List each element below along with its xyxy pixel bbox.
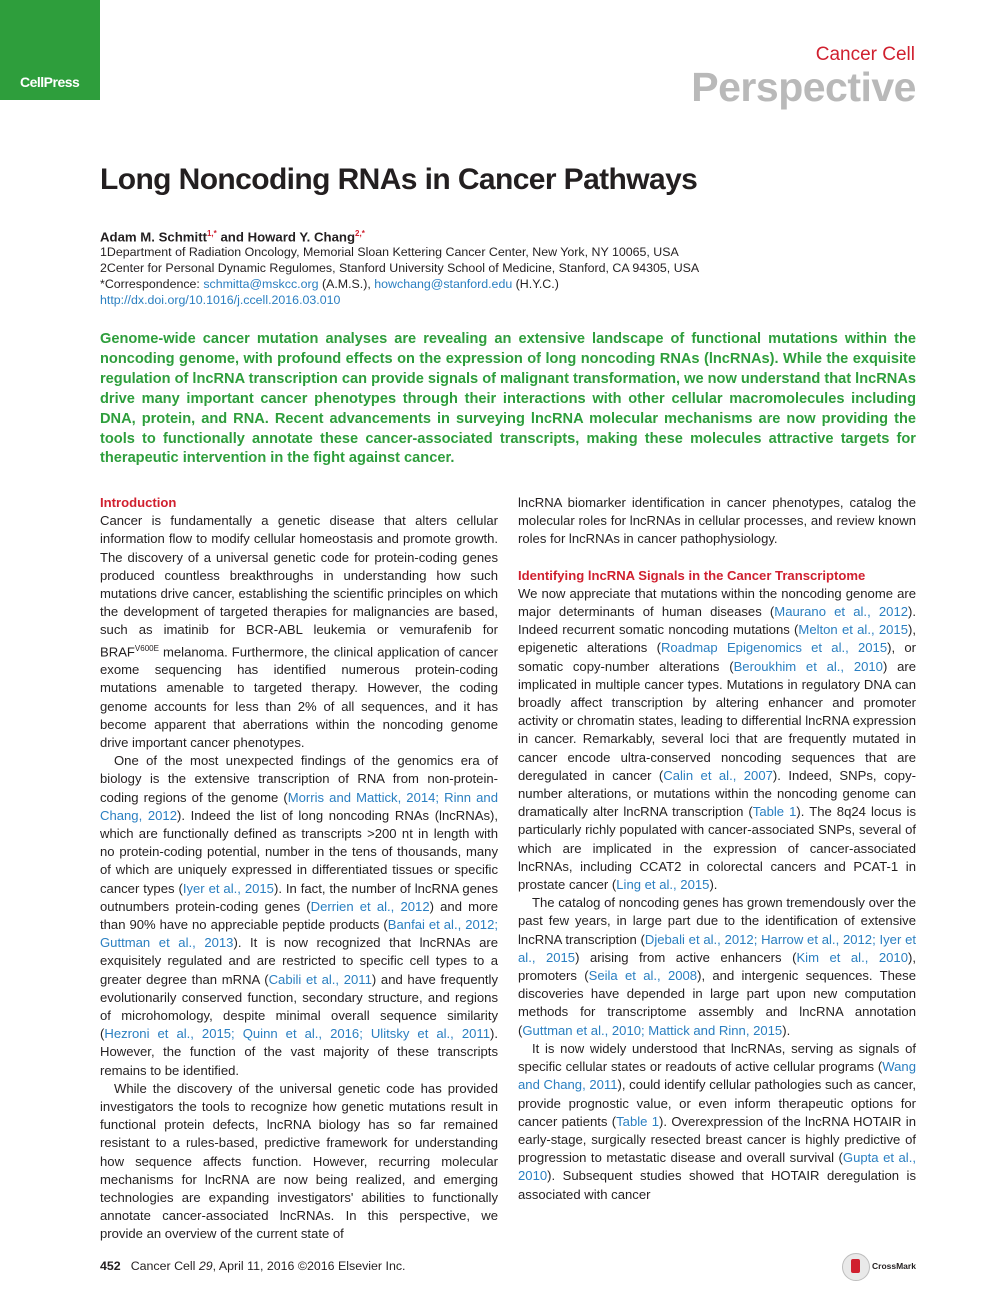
signals-paragraph-1	[518, 585, 916, 894]
signals-paragraph-3	[518, 1040, 916, 1204]
author-1: Adam M. Schmitt	[100, 229, 207, 245]
text-run: ). It is now recognized that lncRNAs are exquisitely regulated and are restricted to specific cell types to a greater degree than mRNA (	[100, 935, 498, 987]
text-run: The catalog of noncoding genes has grown tremendously over the past few years, in large part due to the identification of extensive lncRNA transcription (	[518, 895, 916, 947]
citation-link[interactable]: Wang and Chang, 2011	[518, 1059, 916, 1093]
cellpress-logo	[0, 0, 100, 100]
email-1-owner: (A.M.S.),	[318, 276, 375, 291]
footer-volume: 29	[198, 1259, 213, 1273]
page-footer	[100, 1259, 405, 1273]
intro-paragraph-1	[100, 512, 498, 752]
text-run: ).	[782, 1022, 791, 1038]
footer-citation-date: , April 11, 2016 ©2016 Elsevier Inc.	[212, 1259, 406, 1273]
citation-link[interactable]: Calin et al., 2007	[663, 767, 773, 783]
citation-link[interactable]: Morris and Mattick, 2014; Rinn and Chang, 2012	[100, 789, 498, 823]
crossmark-icon	[842, 1253, 870, 1281]
author-1-sup: 1,*	[206, 229, 217, 238]
intro-paragraph-continued: lncRNA biomarker identification in cancer phenotypes, catalog the molecular roles for lncRNAs in cellular processes, and review known roles for lncRNAs in cancer pathophysiology.	[518, 495, 916, 547]
author-2: Howard Y. Chang	[247, 229, 356, 245]
text-run: ). However, the function of the vast majority of these transcripts remains to be identified.	[100, 1026, 498, 1078]
citation-link[interactable]: Beroukhim et al., 2010	[733, 658, 883, 674]
citation-link[interactable]: Melton et al., 2015	[798, 622, 908, 638]
text-run: It is now widely understood that lncRNAs, serving as signals of specific cellular states or readouts of active cellular programs (	[518, 1040, 916, 1075]
intro-paragraph-2	[100, 752, 498, 1080]
text-run: ) and more than 90% have no appreciable peptide products (	[100, 898, 498, 933]
text-run: ). Subsequent studies showed that HOTAIR deregulation is associated with cancer	[518, 1168, 916, 1202]
correspondence-label: *Correspondence:	[100, 276, 204, 291]
text-run: ). Indeed recurrent somatic noncoding mutations (	[518, 604, 917, 638]
citation-link[interactable]: Roadmap Epigenomics et al., 2015	[660, 640, 888, 656]
text-run: ), or somatic copy-number alterations (	[518, 640, 916, 674]
doi-link[interactable]: http://dx.doi.org/10.1016/j.ccell.2016.03.010	[100, 292, 341, 307]
text-run: ), and intergenic sequences. These discoveries have depended in large part upon new computation methods for transcriptome assembly and lncRNA annotation (	[518, 968, 916, 1038]
section-heading-introduction: Introduction	[100, 495, 177, 510]
text-run: One of the most unexpected findings of the genomics era of biology is the extensive transcription of RNA from non-protein-coding regions of the genome (	[100, 753, 498, 805]
text-run: ) arising from active enhancers (	[575, 949, 797, 965]
citation-link[interactable]: Banfai et al., 2012; Guttman et al., 2013	[100, 917, 498, 951]
correspondence	[100, 277, 920, 293]
abstract: Genome-wide cancer mutation analyses are revealing an extensive landscape of functional mutations within the noncoding genome, with profound effects on the expression of long noncoding RNAs (lncRNAs). While the exquisite regulation of lncRNA transcription can provide signals of malignant transformation, we now understand that lncRNAs drive many important cancer phenotypes through their interactions with other cellular macromolecules including DNA, protein, and RNA. Recent advancements in surveying lncRNA molecular mechanisms are now providing the tools to functionally annotate these cancer-associated transcripts, making these molecules attractive targets for therapeutic intervention in the fight against cancer.	[100, 331, 916, 467]
text-run: ), promoters (	[518, 949, 916, 984]
text-run: ). Indeed, SNPs, copy-number alterations, or mutations within the noncoding genome can dramatically alter lncRNA transcription (	[518, 767, 916, 820]
section-type: Perspective	[691, 64, 916, 110]
citation-link[interactable]: Maurano et al., 2012	[774, 604, 909, 620]
citation-link[interactable]: Kim et al., 2010	[796, 949, 908, 965]
author-block	[100, 226, 920, 308]
text-run: melanoma. Furthermore, the clinical application of cancer exome sequencing has identified numerous protein-coding mutations amenable to targeted therapy. However, the coding genome accounts for less than 2% of all sequences, and it has become apparent that aberrations within the noncoding genome drive important cancer phenotypes.	[100, 643, 498, 750]
affiliation-2: 2Center for Personal Dynamic Regulomes, Stanford University School of Medicine, Stanford, CA 94305, USA	[100, 260, 700, 275]
text-run: ). In fact, the number of lncRNA genes outnumbers protein-coding genes (	[100, 880, 498, 914]
text-run: ). Overexpression of the lncRNA HOTAIR in early-stage, surgically resected breast cancer is highly predictive of progression to metastatic disease and overall survival (	[518, 1113, 916, 1166]
text-run: ), could identify cellular pathologies such as cancer, provide prognostic value, or even inform therapeutic options for cancer patients (	[518, 1077, 916, 1129]
affiliation-1: 1Department of Radiation Oncology, Memorial Sloan Kettering Cancer Center, New York, NY 10065, USA	[100, 245, 679, 260]
author-names	[100, 226, 920, 245]
crossmark-label: CrossMark	[872, 1261, 916, 1271]
signals-paragraph-2	[518, 894, 916, 1040]
email-link-2[interactable]: howchang@stanford.edu	[374, 276, 513, 291]
footer-citation-journal: Cancer Cell	[130, 1259, 199, 1273]
crossmark-badge[interactable]	[842, 1253, 922, 1283]
right-column	[518, 494, 916, 1204]
citation-link[interactable]: Gupta et al., 2010	[518, 1150, 916, 1184]
article-title: Long Noncoding RNAs in Cancer Pathways	[100, 163, 698, 196]
cellpress-logo-text: CellPress	[20, 74, 80, 90]
intro-paragraph-3: While the discovery of the universal genetic code has provided investigators the tools to recognize how genetic mutations result in functional protein defects, lncRNA biology has so far remained resistant to a rules-based, predictive framework for understanding how sequence affects function. However, recurring molecular mechanisms for lncRNA are now being realized, and emerging technologies are expanding investigators' abilities to functionally annotate cancer-associated lncRNAs. In this perspective, we provide an overview of the current state of	[100, 1080, 498, 1242]
text-run: ). The 8q24 locus is particularly richly populated with cancer-associated SNPs, several of which are implicated in the expression of cancer-associated lncRNAs, including CCAT2 in colorectal cancers and PCAT-1 in prostate cancer (	[518, 804, 916, 893]
table-link[interactable]: Table 1	[752, 804, 797, 820]
citation-link[interactable]: Ling et al., 2015	[616, 877, 710, 893]
text-run: ). Indeed the list of long noncoding RNAs (lncRNAs), which are functionally defined as transcripts >200 nt in length with no protein-coding potential, number in the tens of thousands, many of which are uniquely expressed in differentiated tissues or specific cancer types (	[100, 807, 498, 896]
text-run: Cancer is fundamentally a genetic disease that alters cellular information flow to modify cellular homeostasis and promote growth. The discovery of a universal genetic code for protein-coding genes produced countless breakthroughs in understanding how such mutations drive cancer, establishing the scientific principles on which the development of targeted therapies for malignancies are based, such as imatinib for BCR-ABL leukemia or vemurafenib for BRAF	[100, 513, 498, 659]
text-run: ).	[709, 877, 718, 893]
email-2-owner: (H.Y.C.)	[512, 276, 559, 291]
citation-link[interactable]: Derrien et al., 2012	[310, 898, 430, 914]
text-run: ) are implicated in multiple cancer types. Mutations in regulatory DNA can broadly affect transcription by altering enhancer and promoter activity or chromatin states, leading to differential lncRNA expression in cancer. Remarkably, several loci that are frequently mutated in cancer encode ultra-conserved noncoding sequences that are deregulated in cancer (	[518, 658, 916, 783]
table-link[interactable]: Table 1	[616, 1113, 660, 1129]
citation-link[interactable]: Guttman et al., 2010; Mattick and Rinn, 2015	[522, 1022, 783, 1038]
page-number: 452	[100, 1259, 121, 1273]
citation-link[interactable]: Iyer et al., 2015	[182, 880, 274, 896]
author-2-sup: 2,*	[355, 229, 365, 238]
section-gap	[518, 549, 916, 567]
section-heading-lncrna-signals: Identifying lncRNA Signals in the Cancer Transcriptome	[518, 567, 866, 583]
citation-link[interactable]: Djebali et al., 2012; Harrow et al., 2012; Iyer et al., 2015	[518, 931, 916, 965]
text-run: We now appreciate that mutations within the noncoding genome are major determinants of human diseases (	[518, 585, 916, 620]
text-run: ) and have frequently evolutionarily conserved function, secondary structure, and regions of microhomology, despite minimal overall sequence similarity (	[100, 971, 498, 1042]
citation-link[interactable]: Hezroni et al., 2015; Quinn et al., 2016; Ulitsky et al., 2011	[104, 1026, 490, 1042]
citation-link[interactable]: Cabili et al., 2011	[268, 971, 372, 987]
author-and: and	[216, 229, 248, 245]
journal-name: Cancer Cell	[815, 44, 915, 65]
superscript: V600E	[134, 643, 159, 653]
text-run: ), epigenetic alterations (	[518, 622, 916, 656]
email-link-1[interactable]: schmitta@mskcc.org	[203, 276, 319, 291]
left-column	[100, 494, 498, 1244]
citation-link[interactable]: Seila et al., 2008	[588, 968, 698, 984]
